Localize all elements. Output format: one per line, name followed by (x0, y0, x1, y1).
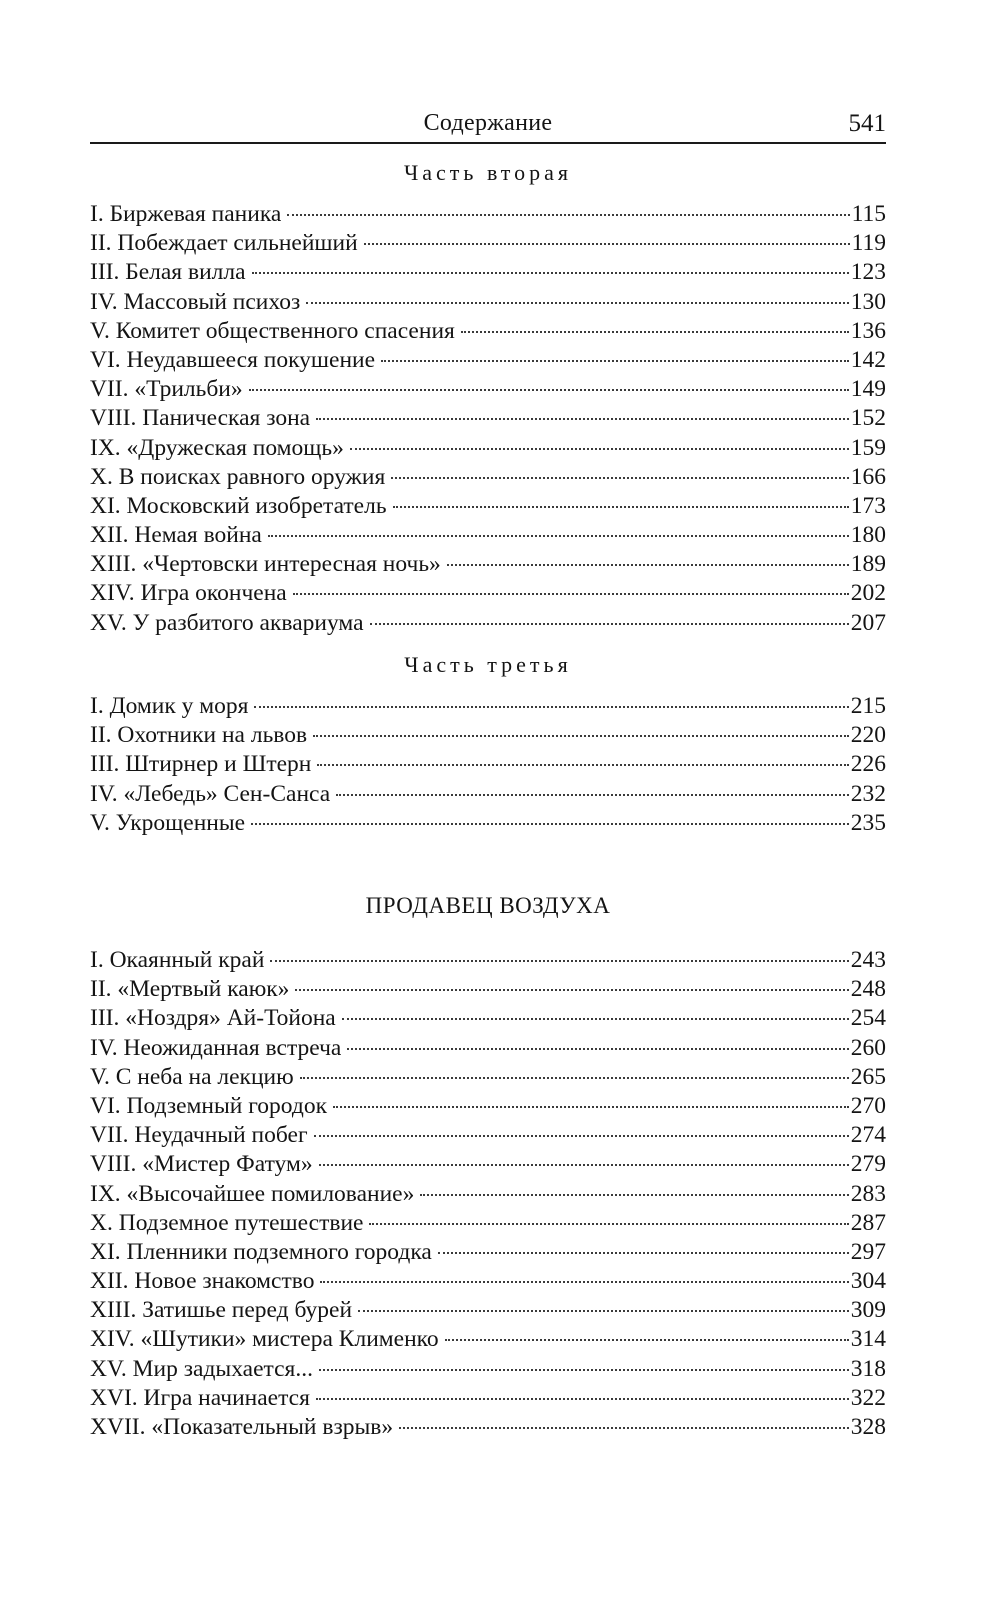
toc-entry-title: XI. Московский изобретатель (90, 492, 387, 519)
toc-entry-title: II. «Мертвый каюк» (90, 976, 290, 1003)
dot-leader (287, 214, 849, 216)
toc-entry-title: XVI. Игра начинается (90, 1384, 310, 1411)
dot-leader (320, 1281, 848, 1283)
part-three-toc (90, 692, 886, 838)
toc-entry-title: X. Подземное путешествие (90, 1209, 364, 1236)
toc-entry-title: II. Охотники на львов (90, 722, 308, 749)
toc-entry-title: VIII. Паническая зона (90, 405, 311, 432)
toc-entry (90, 1238, 886, 1267)
part-two-toc (90, 200, 886, 638)
toc-entry (90, 1413, 886, 1442)
toc-entry-page-number: 304 (850, 1268, 886, 1295)
toc-entry-page-number: 328 (850, 1414, 886, 1440)
dot-leader (445, 1339, 849, 1341)
toc-entry-page-number: 297 (850, 1238, 886, 1265)
dot-leader (319, 1164, 849, 1166)
dot-leader (316, 1398, 849, 1400)
toc-entry (90, 1384, 886, 1413)
toc-entry-page-number: 215 (850, 693, 886, 719)
running-head (90, 106, 886, 144)
dot-leader (336, 794, 849, 796)
toc-entry (90, 579, 886, 608)
toc-entry-title: IV. Массовый психоз (90, 288, 301, 315)
toc-entry-title: IX. «Дружеская помощь» (90, 434, 344, 461)
toc-entry-page-number: 254 (850, 1005, 886, 1032)
toc-entry-title: XV. Мир задыхается... (90, 1355, 313, 1382)
toc-entry-title: VI. Неудавшееся покушение (90, 346, 376, 373)
toc-entry (90, 1092, 886, 1121)
toc-entry (90, 1150, 886, 1179)
toc-entry (90, 809, 886, 838)
toc-entry (90, 492, 886, 521)
toc-entry-title: VI. Подземный городок (90, 1092, 327, 1119)
toc-entry-title: IV. «Лебедь» Сен-Санса (90, 780, 331, 807)
toc-entry-page-number: 142 (850, 346, 886, 373)
toc-entry-title: XIV. «Шутики» мистера Клименко (90, 1326, 439, 1353)
dot-leader (333, 1106, 849, 1108)
toc-entry-page-number: 243 (850, 947, 886, 973)
toc-entry-page-number: 207 (850, 609, 886, 636)
dot-leader (316, 418, 849, 420)
dot-leader (295, 989, 848, 991)
toc-entry-page-number: 322 (850, 1384, 886, 1411)
toc-entry-page-number: 189 (850, 551, 886, 578)
dot-leader (358, 1310, 849, 1312)
toc-entry (90, 229, 886, 258)
toc-entry-title: III. Белая вилла (90, 259, 246, 286)
toc-entry-page-number: 173 (850, 492, 886, 519)
toc-entry-title: I. Биржевая паника (90, 201, 282, 227)
dot-leader (342, 1018, 849, 1020)
toc-entry-page-number: 232 (850, 780, 886, 807)
dot-leader (461, 331, 849, 333)
toc-entry (90, 780, 886, 809)
toc-entry-page-number: 309 (850, 1297, 886, 1324)
toc-entry-title: IV. Неожиданная встреча (90, 1034, 342, 1061)
toc-entry-page-number: 115 (851, 201, 886, 227)
dot-leader (420, 1194, 848, 1196)
toc-entry-title: V. Комитет общественного спасения (90, 317, 455, 344)
running-head-title: Содержание (423, 110, 553, 136)
toc-entry-page-number: 152 (850, 405, 886, 432)
toc-entry (90, 375, 886, 404)
toc-entry-page-number: 279 (850, 1151, 886, 1178)
part-three-heading: Часть третья (404, 652, 572, 677)
toc-entry-page-number: 159 (850, 434, 886, 461)
toc-entry-page-number: 123 (850, 259, 886, 286)
dot-leader (270, 960, 848, 962)
toc-entry (90, 692, 886, 721)
dot-leader (317, 764, 848, 766)
toc-entry-title: VII. «Трильби» (90, 376, 243, 403)
dot-leader (350, 448, 849, 450)
air-seller-toc (90, 946, 886, 1442)
toc-entry-title: I. Домик у моря (90, 693, 249, 719)
toc-entry (90, 434, 886, 463)
toc-entry-page-number: 274 (850, 1122, 886, 1149)
dot-leader (399, 1427, 849, 1429)
toc-entry (90, 1004, 886, 1033)
toc-entry-page-number: 314 (850, 1326, 886, 1353)
toc-entry-title: XV. У разбитого аквариума (90, 609, 364, 636)
dot-leader (249, 389, 849, 391)
toc-entry (90, 1325, 886, 1354)
toc-entry (90, 346, 886, 375)
toc-entry-title: IX. «Высочайшее помилование» (90, 1180, 415, 1207)
toc-entry-title: V. С неба на лекцию (90, 1063, 294, 1090)
toc-entry (90, 721, 886, 750)
dot-leader (313, 735, 849, 737)
dot-leader (251, 823, 849, 825)
dot-leader (319, 1369, 849, 1371)
toc-entry (90, 1063, 886, 1092)
dot-leader (293, 593, 849, 595)
toc-entry-title: XII. Новое знакомство (90, 1268, 315, 1295)
toc-entry (90, 975, 886, 1004)
toc-entry-page-number: 265 (850, 1063, 886, 1090)
dot-leader (364, 243, 850, 245)
toc-entry (90, 946, 886, 975)
dot-leader (391, 477, 848, 479)
toc-entry-title: XI. Пленники подземного городка (90, 1238, 432, 1265)
dot-leader (381, 360, 849, 362)
toc-entry-title: X. В поисках равного оружия (90, 463, 386, 490)
toc-entry (90, 1121, 886, 1150)
dot-leader (300, 1077, 849, 1079)
toc-entry-title: III. «Ноздря» Ай-Тойона (90, 1005, 336, 1032)
toc-entry-page-number: 260 (850, 1034, 886, 1061)
dot-leader (447, 564, 849, 566)
toc-entry (90, 463, 886, 492)
toc-entry-title: XIII. Затишье перед бурей (90, 1297, 353, 1324)
toc-entry (90, 521, 886, 550)
toc-entry-page-number: 318 (850, 1355, 886, 1382)
toc-entry (90, 550, 886, 579)
dot-leader (370, 623, 849, 625)
dot-leader (254, 706, 848, 708)
toc-entry (90, 288, 886, 317)
dot-leader (252, 272, 849, 274)
toc-entry (90, 1296, 886, 1325)
dot-leader (306, 302, 848, 304)
toc-entry (90, 404, 886, 433)
dot-leader (314, 1135, 849, 1137)
dot-leader (393, 506, 849, 508)
toc-entry (90, 200, 886, 229)
toc-entry (90, 1209, 886, 1238)
toc-entry-title: I. Окаянный край (90, 947, 265, 973)
toc-entry-page-number: 287 (850, 1209, 886, 1236)
toc-entry-page-number: 220 (850, 722, 886, 749)
toc-entry (90, 1267, 886, 1296)
toc-entry-page-number: 226 (850, 751, 886, 778)
toc-entry-title: III. Штирнер и Штерн (90, 751, 312, 778)
dot-leader (438, 1252, 849, 1254)
toc-entry-page-number: 248 (850, 976, 886, 1003)
dot-leader (369, 1223, 848, 1225)
toc-entry-page-number: 235 (850, 809, 886, 836)
toc-entry-page-number: 166 (850, 463, 886, 490)
dot-leader (268, 535, 849, 537)
toc-entry-page-number: 270 (850, 1092, 886, 1119)
toc-entry-page-number: 136 (850, 317, 886, 344)
toc-entry (90, 1034, 886, 1063)
toc-entry (90, 1180, 886, 1209)
running-head-page-number: 541 (848, 110, 886, 137)
toc-entry-title: XIII. «Чертовски интересная ночь» (90, 551, 441, 578)
toc-entry-title: II. Побеждает сильнейший (90, 230, 358, 257)
toc-entry-title: XIV. Игра окончена (90, 580, 287, 607)
toc-entry-title: XVII. «Показательный взрыв» (90, 1414, 394, 1440)
toc-entry-page-number: 149 (850, 376, 886, 403)
toc-entry (90, 258, 886, 287)
dot-leader (347, 1048, 848, 1050)
part-two-heading: Часть вторая (403, 160, 573, 185)
toc-entry (90, 750, 886, 779)
toc-entry-page-number: 283 (850, 1180, 886, 1207)
toc-entry-page-number: 130 (850, 288, 886, 315)
toc-entry (90, 1355, 886, 1384)
toc-entry-page-number: 202 (850, 580, 886, 607)
toc-entry-title: VIII. «Мистер Фатум» (90, 1151, 313, 1178)
toc-entry-page-number: 119 (851, 230, 886, 257)
toc-entry-title: VII. Неудачный побег (90, 1122, 308, 1149)
air-seller-heading: ПРОДАВЕЦ ВОЗДУХА (365, 893, 611, 918)
toc-entry-title: V. Укрощенные (90, 809, 246, 836)
toc-entry-page-number: 180 (850, 522, 886, 549)
toc-entry (90, 317, 886, 346)
toc-entry-title: XII. Немая война (90, 522, 262, 549)
toc-entry (90, 609, 886, 638)
